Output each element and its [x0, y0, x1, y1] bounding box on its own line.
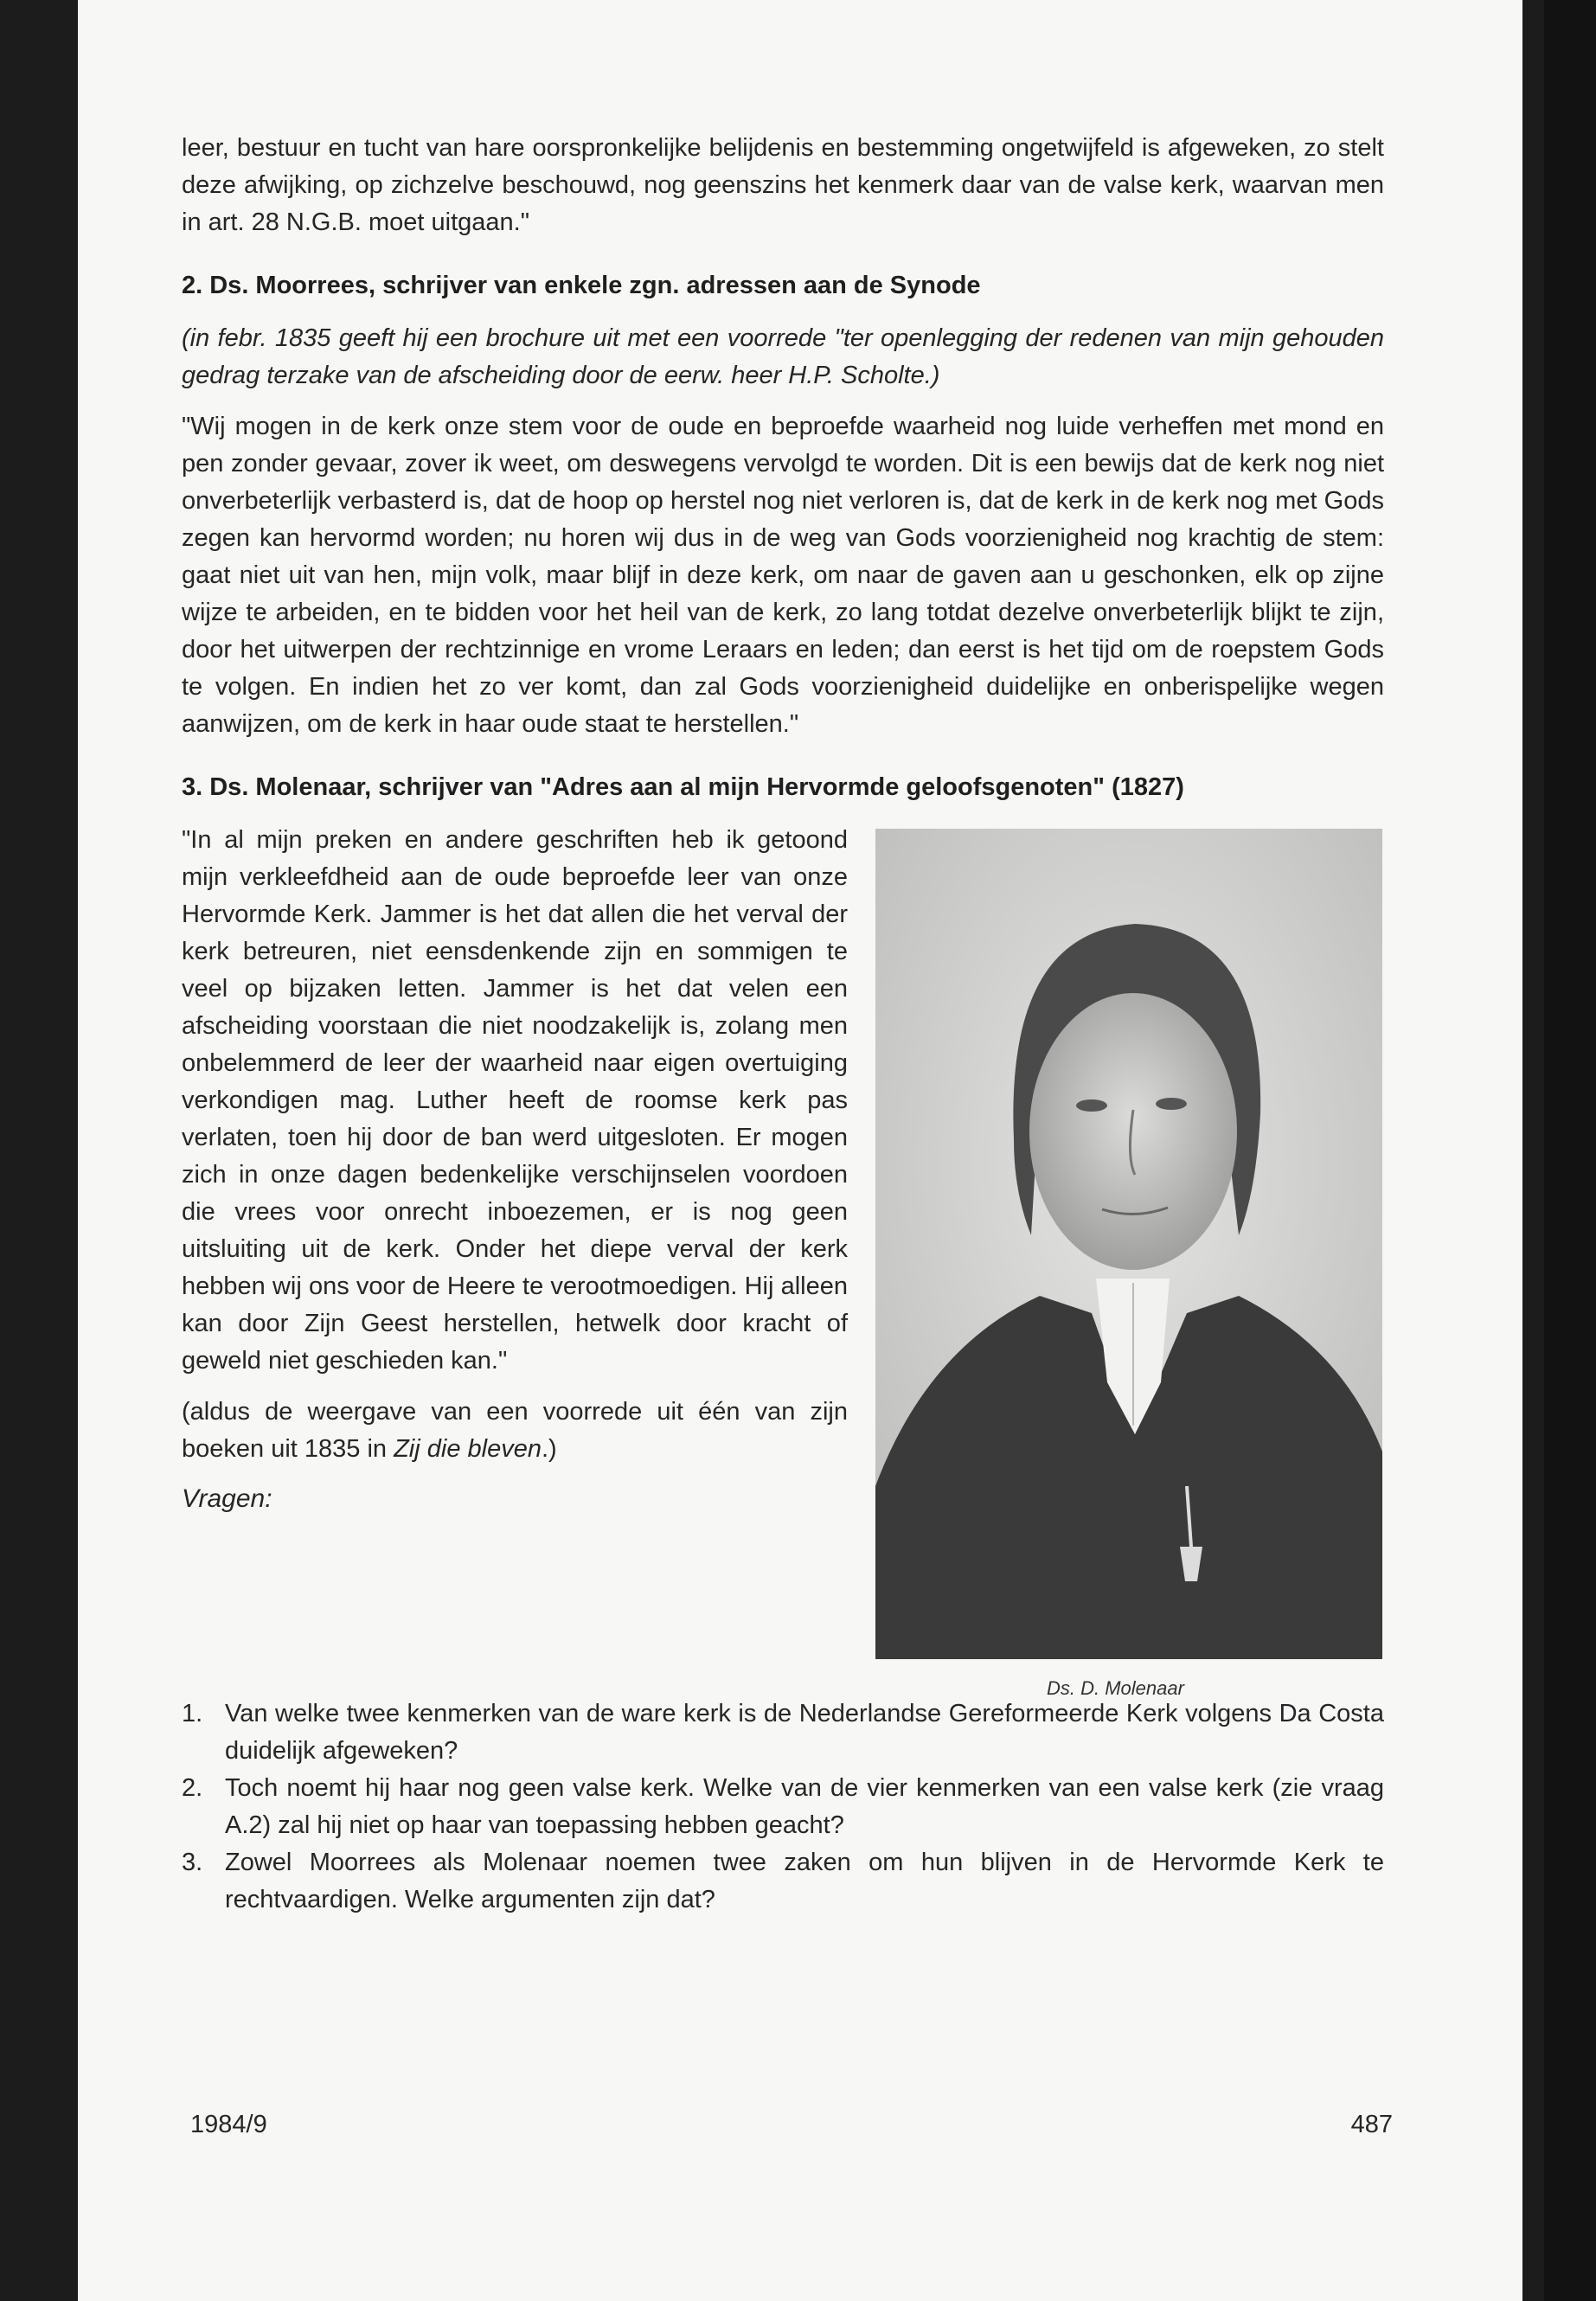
section-3-body — [182, 822, 1384, 1730]
question-item: 1. Van welke twee kenmerken van de ware kerk is de Nederlandse Gereformeerde Kerk volgens Da Costa duidelijk afgeweken? — [182, 1700, 1384, 1765]
question-item: 2. Toch noemt hij haar nog geen valse kerk. Welke van de vier kenmerken van een valse kerk (zie vraag A.2) zal hij niet op haar van toepassing hebben geacht? — [182, 1774, 1384, 1839]
note-prefix: (aldus de weergave van een voorrede uit één van zijn boeken uit 1835 in — [182, 1398, 848, 1463]
note-suffix: .) — [541, 1435, 557, 1463]
intro-paragraph: leer, bestuur en tucht van hare oorspronkelijke belijdenis en bestemming ongetwijfeld is afgeweken, zo stelt deze afwijking, op zichzelve beschouwd, nog geenszins het kenmerk daar van de valse kerk, waarvan men in art. 28 N.G.B. moet uitgaan." — [182, 134, 1384, 236]
page-content — [182, 130, 1384, 1919]
questions-title: Vragen: — [182, 1484, 272, 1513]
portrait-image — [875, 829, 1382, 1659]
section-3-note — [182, 1394, 848, 1468]
section-3-quote: "In al mijn preken en andere geschriften heb ik getoond mijn verkleefdheid aan de oude beproefde leer van onze Hervormde Kerk. Jammer is het dat allen die het verval der kerk betreuren, niet eensdenkende zijn en sommigen te veel op bijzaken letten. Jammer is het dat velen een afscheiding voorstaan die niet noodzakelijk is, zolang men onbelemmerd de leer der waarheid naar eigen overtuiging verkondigen mag. Luther heeft de roomse kerk pas verlaten, toen hij door de ban werd uitgesloten. Er mogen zich in onze dagen bedenkelijke verschijnselen voordoen die vrees voor onrecht inboezemen, er is nog geen uitsluiting uit de kerk. Onder het diepe verval der kerk hebben wij ons voor de Heere te verootmoedigen. Hij alleen kan door Zijn Geest herstellen, hetwelk door kracht of geweld niet geschieden kan." — [182, 826, 848, 1375]
issue-number: 1984/9 — [190, 2111, 267, 2138]
section-3-text-column — [182, 822, 848, 1517]
scan-edge — [1544, 0, 1596, 2301]
section-2-quote: "Wij mogen in de kerk onze stem voor de oude en beproefde waarheid nog luide verheffen met mond en pen zonder gevaar, zover ik weet, om deswegens vervolgd te worden. Dit is een bewijs dat de kerk nog niet onverbeterlijk verbasterd is, dat de hoop op herstel nog niet verloren is, dat de kerk in de kerk nog met Gods zegen kan hervormd worden; nu horen wij dus in de weg van Gods voorzienigheid nog krachtig de stem: gaat niet uit van hen, mijn volk, maar blijf in deze kerk, om naar de gaven aan u geschonken, elk op zijne wijze te arbeiden, en te bidden voor het heil van de kerk, zo lang totdat dezelve onverbeterlijk blijkt te zijn, door het uitwerpen der rechtzinnige en vrome Leraars en leden; dan eerst is het tijd om de roepstem Gods te volgen. En indien het zo ver komt, dan zal Gods voorzienigheid duidelijke en onberispelijke wegen aanwijzen, om de kerk in haar oude staat te herstellen." — [182, 413, 1384, 738]
question-item: 3. Zowel Moorrees als Molenaar noemen twee zaken om hun blijven in de Hervormde Kerk te rechtvaardigen. Welke argumenten zijn dat? — [182, 1849, 1384, 1913]
page-number: 487 — [1350, 2111, 1393, 2138]
page-footer — [190, 2111, 1393, 2139]
section-2-heading: 2. Ds. Moorrees, schrijver van enkele zgn. adressen aan de Synode — [182, 272, 981, 299]
section-2-intro: (in febr. 1835 geeft hij een brochure uit met een voorrede "ter openlegging der redenen van mijn gehouden gedrag terzake van de afscheiding door de eerw. heer H.P. Scholte.) — [182, 324, 1384, 389]
portrait-caption: Ds. D. Molenaar — [1047, 1677, 1184, 1699]
section-3-heading: 3. Ds. Molenaar, schrijver van "Adres aan al mijn Hervormde geloofsgenoten" (1827) — [182, 773, 1184, 801]
note-book-title: Zij die bleven — [394, 1435, 542, 1463]
questions-list — [182, 1695, 1384, 1919]
